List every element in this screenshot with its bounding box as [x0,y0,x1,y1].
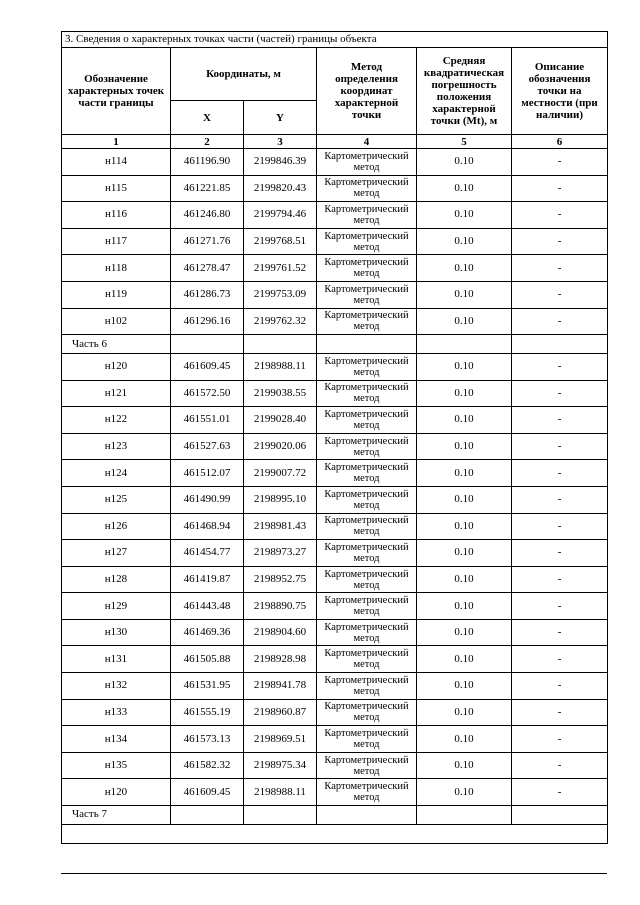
table-row [62,726,608,753]
coord-y: 2199007.72 [244,460,317,487]
description: - [512,228,608,255]
coord-y: 2198973.27 [244,540,317,567]
coord-x: 461572.50 [171,380,244,407]
error-value: 0.10 [417,619,512,646]
coord-x: 461609.45 [171,779,244,806]
part-row [62,806,608,825]
method: Картометрический метод [317,619,417,646]
error-value: 0.10 [417,752,512,779]
method: Картометрический метод [317,433,417,460]
method: Картометрический метод [317,149,417,176]
description: - [512,407,608,434]
empty-cell [171,335,244,354]
coord-y: 2199762.32 [244,308,317,335]
column-number: 4 [317,135,417,149]
document-sheet [61,31,607,844]
coord-x: 461278.47 [171,255,244,282]
method: Картометрический метод [317,752,417,779]
error-value: 0.10 [417,593,512,620]
point-name: н132 [62,673,171,700]
error-value: 0.10 [417,460,512,487]
point-name: н125 [62,486,171,513]
coord-y: 2199761.52 [244,255,317,282]
column-number: 5 [417,135,512,149]
description: - [512,779,608,806]
method: Картометрический метод [317,228,417,255]
coord-y: 2199794.46 [244,202,317,229]
description: - [512,566,608,593]
method: Картометрический метод [317,255,417,282]
column-number: 1 [62,135,171,149]
coord-x: 461582.32 [171,752,244,779]
description: - [512,281,608,308]
table-row [62,486,608,513]
table-row [62,593,608,620]
description: - [512,433,608,460]
error-value: 0.10 [417,513,512,540]
header-error: Средняя квадратическая погрешность положения характерной точки (Mt), м [417,48,512,135]
error-value: 0.10 [417,646,512,673]
point-name: н135 [62,752,171,779]
error-value: 0.10 [417,255,512,282]
error-value: 0.10 [417,308,512,335]
point-name: н120 [62,779,171,806]
point-name: н123 [62,433,171,460]
error-value: 0.10 [417,779,512,806]
coord-x: 461512.07 [171,460,244,487]
coord-x: 461296.16 [171,308,244,335]
error-value: 0.10 [417,407,512,434]
coord-y: 2199768.51 [244,228,317,255]
description: - [512,673,608,700]
description: - [512,460,608,487]
point-name: н134 [62,726,171,753]
table-row [62,566,608,593]
description: - [512,726,608,753]
empty-cell [417,806,512,825]
empty-cell [244,806,317,825]
description: - [512,202,608,229]
description: - [512,380,608,407]
method: Картометрический метод [317,779,417,806]
table-row [62,619,608,646]
coord-y: 2198988.11 [244,353,317,380]
table-caption: 3. Сведения о характерных точках части (частей) границы объекта [62,32,608,48]
coord-y: 2198928.98 [244,646,317,673]
part-label: Часть 6 [62,335,171,354]
coord-x: 461246.80 [171,202,244,229]
error-value: 0.10 [417,281,512,308]
header-row-1 [62,48,608,101]
empty-cell [171,806,244,825]
coord-y: 2198988.11 [244,779,317,806]
description: - [512,646,608,673]
coord-y: 2198952.75 [244,566,317,593]
empty-cell [62,824,608,843]
column-number: 2 [171,135,244,149]
coord-x: 461443.48 [171,593,244,620]
column-number: 3 [244,135,317,149]
empty-cell [317,335,417,354]
coord-x: 461468.94 [171,513,244,540]
point-name: н127 [62,540,171,567]
point-name: н102 [62,308,171,335]
error-value: 0.10 [417,540,512,567]
method: Картометрический метод [317,308,417,335]
point-name: н131 [62,646,171,673]
footer-divider [61,873,607,874]
coord-y: 2198904.60 [244,619,317,646]
point-name: н121 [62,380,171,407]
coord-x: 461555.19 [171,699,244,726]
description: - [512,255,608,282]
description: - [512,149,608,176]
empty-row [62,824,608,843]
header-x: X [171,101,244,135]
table-row [62,202,608,229]
table-row [62,513,608,540]
table-row [62,255,608,282]
method: Картометрический метод [317,202,417,229]
point-name: н119 [62,281,171,308]
coord-x: 461573.13 [171,726,244,753]
column-number: 6 [512,135,608,149]
coord-y: 2198890.75 [244,593,317,620]
method: Картометрический метод [317,380,417,407]
empty-cell [417,335,512,354]
point-name: н114 [62,149,171,176]
method: Картометрический метод [317,486,417,513]
description: - [512,308,608,335]
description: - [512,619,608,646]
description: - [512,486,608,513]
description: - [512,752,608,779]
coord-y: 2199846.39 [244,149,317,176]
point-name: н130 [62,619,171,646]
coord-y: 2198975.34 [244,752,317,779]
coord-y: 2198981.43 [244,513,317,540]
coord-y: 2198969.51 [244,726,317,753]
table-row [62,752,608,779]
coord-x: 461419.87 [171,566,244,593]
table-row [62,540,608,567]
error-value: 0.10 [417,486,512,513]
part-row [62,335,608,354]
point-name: н120 [62,353,171,380]
coord-y: 2198995.10 [244,486,317,513]
error-value: 0.10 [417,673,512,700]
empty-cell [317,806,417,825]
coord-x: 461221.85 [171,175,244,202]
table-row [62,699,608,726]
caption-row [62,32,608,48]
description: - [512,593,608,620]
table-row [62,308,608,335]
table-row [62,779,608,806]
method: Картометрический метод [317,407,417,434]
coord-x: 461454.77 [171,540,244,567]
header-coordinates: Координаты, м [171,48,317,101]
method: Картометрический метод [317,726,417,753]
coord-x: 461527.63 [171,433,244,460]
error-value: 0.10 [417,353,512,380]
coord-y: 2199028.40 [244,407,317,434]
method: Картометрический метод [317,513,417,540]
coord-y: 2199020.06 [244,433,317,460]
method: Картометрический метод [317,673,417,700]
header-y: Y [244,101,317,135]
table-row [62,407,608,434]
table-row [62,228,608,255]
error-value: 0.10 [417,699,512,726]
point-name: н126 [62,513,171,540]
table-row [62,380,608,407]
coord-y: 2198941.78 [244,673,317,700]
coord-x: 461469.36 [171,619,244,646]
empty-cell [512,335,608,354]
coord-y: 2199820.43 [244,175,317,202]
coord-x: 461505.88 [171,646,244,673]
method: Картометрический метод [317,540,417,567]
description: - [512,175,608,202]
table-row [62,281,608,308]
coord-x: 461490.99 [171,486,244,513]
point-name: н115 [62,175,171,202]
table-row [62,175,608,202]
coord-y: 2198960.87 [244,699,317,726]
header-description: Описание обозначения точки на местности (при наличии) [512,48,608,135]
table-row [62,673,608,700]
error-value: 0.10 [417,228,512,255]
method: Картометрический метод [317,175,417,202]
coord-y: 2199038.55 [244,380,317,407]
boundary-points-table [61,31,608,844]
point-name: н116 [62,202,171,229]
method: Картометрический метод [317,646,417,673]
coord-x: 461196.90 [171,149,244,176]
error-value: 0.10 [417,566,512,593]
description: - [512,513,608,540]
coord-x: 461271.76 [171,228,244,255]
description: - [512,699,608,726]
method: Картометрический метод [317,460,417,487]
point-name: н129 [62,593,171,620]
coord-x: 461286.73 [171,281,244,308]
point-name: н124 [62,460,171,487]
error-value: 0.10 [417,726,512,753]
coord-x: 461551.01 [171,407,244,434]
description: - [512,353,608,380]
error-value: 0.10 [417,380,512,407]
table-row [62,433,608,460]
coord-y: 2199753.09 [244,281,317,308]
method: Картометрический метод [317,699,417,726]
error-value: 0.10 [417,433,512,460]
empty-cell [512,806,608,825]
empty-cell [244,335,317,354]
coord-x: 461531.95 [171,673,244,700]
error-value: 0.10 [417,149,512,176]
method: Картометрический метод [317,353,417,380]
point-name: н117 [62,228,171,255]
header-designation: Обозначение характерных точек части границы [62,48,171,135]
point-name: н122 [62,407,171,434]
error-value: 0.10 [417,202,512,229]
table-row [62,460,608,487]
header-method: Метод определения координат характерной точки [317,48,417,135]
table-row [62,353,608,380]
table-row [62,149,608,176]
method: Картометрический метод [317,566,417,593]
error-value: 0.10 [417,175,512,202]
coord-x: 461609.45 [171,353,244,380]
method: Картометрический метод [317,593,417,620]
point-name: н118 [62,255,171,282]
method: Картометрический метод [317,281,417,308]
part-label: Часть 7 [62,806,171,825]
point-name: н128 [62,566,171,593]
column-number-row [62,135,608,149]
description: - [512,540,608,567]
point-name: н133 [62,699,171,726]
table-row [62,646,608,673]
